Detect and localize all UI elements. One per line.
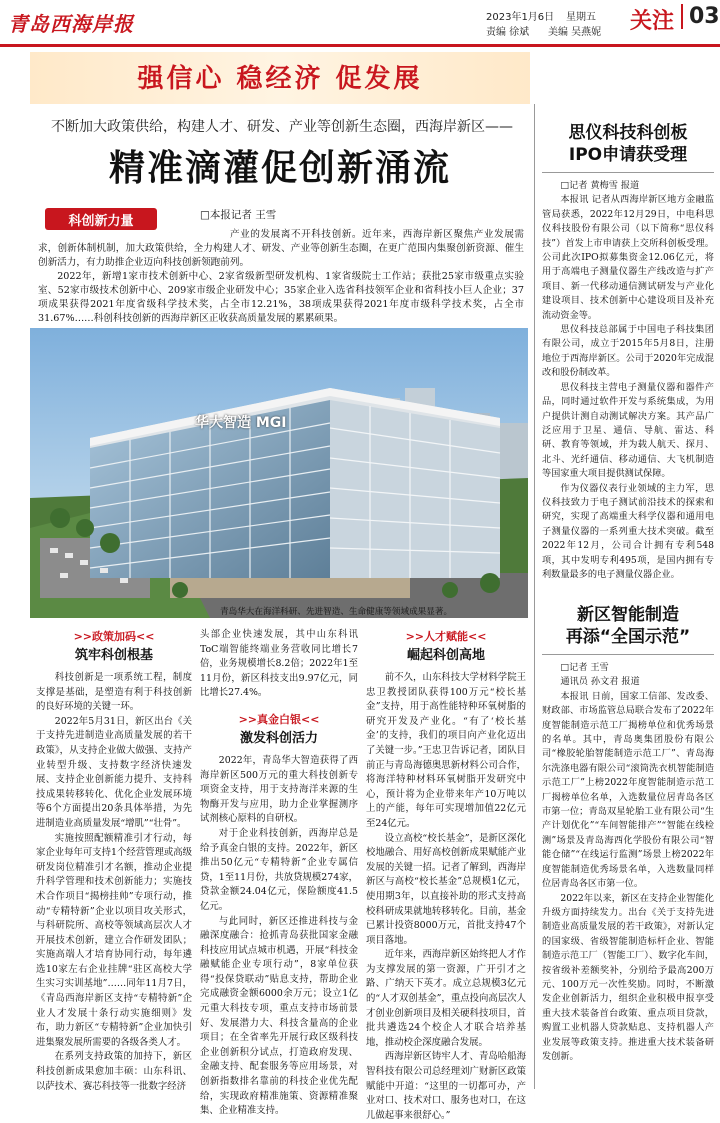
sidebar-title-line: IPO申请获受理 xyxy=(568,145,688,165)
paragraph: 思仪科技主营电子测量仪器和器件产品，同时通过软件开发与系统集成，为用户提供计测自动测试解决方案。其产品广泛应用于卫星、通信、导航、雷达、科研、教育等领域，并为载人航天、探月、北斗、光纤通信、移动通信、大飞机制造等国家重大项目提供测试保障。 xyxy=(542,381,714,480)
series-tag: 科创新力量 xyxy=(45,208,157,230)
section-title: 崛起科创高地 xyxy=(406,648,485,663)
article-photo xyxy=(30,328,528,618)
page-number: 03 xyxy=(681,4,720,29)
paragraph: 2022年5月31日，新区出台《关于支持先进制造业高质量发展的若干政策》，从支持企业做大做强、支持产业转型升级、支持数字经济快速发展、支持企业创新能力提升、支持科技成果转移转化、优化企业发展环境等6个方面提出20条具体举措，为先进制造业高质量发展“增肌”“壮骨”。 xyxy=(36,715,192,829)
byline: 通讯员 孙文君 报道 xyxy=(560,676,640,688)
divider xyxy=(542,654,714,655)
issue-weekday: 星期五 xyxy=(566,12,596,23)
sidebar-title-line: 新区智能制造 xyxy=(577,605,679,625)
byline: □记者 黄梅雪 报道 xyxy=(560,180,640,191)
article-subhead: 不断加大政策供给，构建人才、研发、产业等创新生态圈，西海岸新区—— xyxy=(51,119,513,135)
paragraph: 科技创新是一项系统工程，制度支撑是基础，是塑造有利于科技创新的良好环境的关键一环。 xyxy=(36,672,192,713)
section-funding xyxy=(200,628,358,1119)
paragraph: 作为仪器仪表行业领域的主力军，思仪科技致力于电子测试前沿技术的探索和研究，实现了高端重大科学仪器和通用电子测量仪器的一系列重大技术突破。截至2022年12月，公司合计拥有专利548项，其中发明专利495项，是国内拥有专利数量最多的电子测量仪器企业。 xyxy=(542,482,714,580)
paragraph: 近年来，西海岸新区始终把人才作为支撑发展的第一资源，广开引才之路、广纳天下英才。成立总规模3亿元的“人才双创基金”，重点投向高层次人才创业创新项目及相关硬科技项目，首批共遴选24个校企人才联合培养基地，推动校企深度融合发展。 xyxy=(366,949,526,1048)
sidebar-title-line: 思仪科技科创板 xyxy=(568,123,688,143)
building-sign: 华大智造 MGI xyxy=(195,415,287,431)
paragraph: 2022年，青岛华大智造获得了西海岸新区500万元的重大科技创新专项资金支持，用于支持海洋来源的生物酶开发与应用，助力企业掌握测序试剂核心原料的自研权。 xyxy=(200,754,358,825)
issue-date: 2023年1月6日 xyxy=(486,12,555,23)
section-body xyxy=(36,671,192,1094)
paragraph: 头部企业快速发展，其中山东科讯ToC端智能终端业务营收同比增长7倍，业务规模增长8.2倍；2022年1至11月份，新区科技支出9.97亿元，同比增长27.4%。 xyxy=(200,629,358,699)
paragraph: 在系列支持政策的加持下，新区科技创新成果愈加丰硕：山东科讯、以萨技术、赛芯科技等一批数字经济 xyxy=(36,1051,192,1092)
paragraph: 前不久，山东科技大学材料学院王忠卫教授团队获得100万元“校长基金”支持，用于高性能特种环氧树脂的研究开发及产业化。“有了‘校长基金’的支持，我们的项目向产业化迈出了关键一步。”王忠卫告诉记者，团队目前正与青岛海德奥思新材料公司合作，将海洋特种材料环氧树脂开发研究中心，预计将为企业带来年产10万吨以上的产能，每年可实现增加值22亿元至24亿元。 xyxy=(366,672,526,829)
section-kicker: >>真金白银<< xyxy=(238,712,320,726)
sidebar-body xyxy=(542,661,714,1064)
section-kicker: >>政策加码<< xyxy=(73,630,155,643)
paragraph: 思仪科技总部属于中国电子科技集团有限公司，成立于2015年5月8日，注册地位于西海岸新区。公司于2020年完成混改和股份制改革。 xyxy=(542,324,714,379)
masthead-rule xyxy=(0,44,720,47)
section-body xyxy=(200,754,358,1119)
section-talent xyxy=(366,628,526,1123)
paragraph: 本报讯 记者从西海岸新区地方金融监管局获悉，2022年12月29日，中电科思仪科技股份有限公司（以下简称“思仪科技”）首发上市申请获上交所科创板受理。公司此次IPO拟募集资金12.06亿元，将用于高端电子测量仪器生产线改造与扩产项目、新一代移动通信测试研发与产业化建设项目、技术创新中心建设项目及补充流动资金等。 xyxy=(542,194,714,321)
section-continued xyxy=(200,628,358,701)
theme-banner: 强信心 稳经济 促发展 xyxy=(137,64,423,94)
paragraph: 2022年以来，新区在支持企业智能化升级方面持续发力。出台《关于支持先进制造业高质量发展的若干政策》，对新认定的国家级、省级智能制造标杆企业、智能制造示范工厂（智能工厂）、数字化车间，按省级补差额奖补，分别给予最高200万元、100万元一次性奖励。同时，不断激发企业创新活力，组织企业积极申报享受重大技术装备首台政策、重点项目贷款，购置工业机器人贷款贴息、支持机器人产业发展等政策支持。推进重大技术装备研发创新。 xyxy=(542,892,714,1062)
byline: □记者 王雪 xyxy=(560,662,609,673)
paragraph: 西海岸新区铸牢人才、青岛哈船海智科技有限公司总经理刘广财新区政策赋能中开道：“这里的一切都可办，产业对口、技术对口、服务也对口，在这儿做起事来很舒心。” xyxy=(366,1051,526,1121)
divider xyxy=(542,172,714,173)
column-divider xyxy=(534,104,535,1089)
article-headline: 精准滴灌促创新涌流 xyxy=(108,148,451,189)
sidebar-story-smart-manufacturing xyxy=(542,604,714,1064)
article-lede: 产业的发展离不开科技创新。近年来，西海岸新区聚焦产业发展需求，创新体制机制，加大政策供给，全力构建人才、研发、产业等创新生态圈，在更广范围内集聚创新资源、催生创新活力，有力助推企业迈向科技创新领跑前列。 xyxy=(38,229,524,268)
article-byline: □本报记者 王雪 xyxy=(200,209,277,221)
section-policy xyxy=(36,628,192,1094)
paragraph: 实施按照配额精准引才行动，每家企业每年可支持1个经营管理或高级研发岗位精准引才名额，推动企业提升科学管理和技术创新能力；实施技术合作项目“揭榜挂帅”专项行动，推动“专精特新”企业以项目攻关形式，与科研院所、高校等领域高层次人才开展技术创新，建立合作研发团队；实施高端人才培育协同行动，每年遴选10家左右企业挂牌“驻区高校大学生实习实训基地”……同年11月7日，《青岛西海岸新区支持“专精特新”企业人才发展十条行动实施细则》发布，助力新区“专精特新”企业加快引进集聚发展所需要的各级各类人才。 xyxy=(36,832,192,1048)
article-lede-2: 2022年，新增1家市技术创新中心、2家省级新型研发机构、1家省级院士工作站；获批25家市级重点实验室、52家市级技术创新中心、209家市级企业研发中心；35家企业入选省科技领军企业和省科技小巨人企业；37项成果获得2021年度省级科学技术奖，占全市12.21%，38项成果获得2021年度市级科学技术奖，占全市31.67%……科创科技创新的西海岸新区正收获高质量发展的累累硕果。 xyxy=(38,271,524,324)
section-name: 关注 xyxy=(630,9,675,34)
editor-credit: 责编 徐斌 xyxy=(486,27,530,38)
paragraph: 与此同时，新区还推进科技与金融深度融合：抢抓青岛获批国家金融科技应用试点城市机遇，开展“科技金融赋能企业专项行动”，8家单位获得“投保贷联动”贴息支持，帮助企业完成融资金额6000余万元；设立1亿元重大科技专项，重点支持市场前景好、发展潜力大、科技含量高的企业项目；在全省率先开展行政区级科技企业创新积分试点，打造政府发现、金融支持、配套服务等应用场景，对创新指数排名靠前的科技企业优先配给，实现政府精准施策、资源精准聚集、企业精准支持。 xyxy=(200,915,358,1117)
section-body xyxy=(366,671,526,1123)
paragraph: 设立高校“校长基金”，是新区深化校地融合、用好高校创新成果赋能产业发展的关键一招。记者了解到，西海岸新区与高校“校长基金”总规模1亿元，使用期3年，以直接补助的形式支持高校科研成果就地转移转化。目前，基金已累计投资8000万元，首批支持47个项目落地。 xyxy=(366,832,526,946)
sidebar-body xyxy=(542,179,714,582)
designer-credit: 美编 吴燕妮 xyxy=(548,27,602,38)
section-title: 激发科创活力 xyxy=(239,730,318,746)
section-title: 筑牢科创根基 xyxy=(74,648,153,663)
sidebar-title-line: 再添“全国示范” xyxy=(565,627,691,647)
paragraph: 本报讯 日前，国家工信部、发改委、财政部、市场监管总局联合发布了2022年度智能制造示范工厂揭榜单位和优秀场景的名单。其中，青岛奥集团股份有限公司“橡胶轮胎智能制造示范工厂”、青岛海尔洗涤电器有限公司“滚筒洗衣机智能制造示范工厂”上榜2022年度智能制造示范工厂揭榜单位名单，入选数量位居青岛各区市第一位；青岛双星轮胎工业有限公司“生产计划优化”“车间智能排产”“智能在线检测”场景及青岛海西化学股份有限公司“智能仓储”“在线运行监测”场景上榜2022年度智能制造优秀场景名单，入选数量同样位居青岛各区市第一位。 xyxy=(542,690,714,890)
building-photo-illustration xyxy=(30,328,528,618)
paragraph: 对于企业科技创新，西海岸总是给予真金白银的支持。2022年，新区推出50亿元“专精特新”企业专属信贷，1至11月份，共放贷规模274家，贷款金额24.04亿元，保险额度41.5亿元。 xyxy=(200,827,358,912)
photo-caption: 青岛华大在海洋科研、先进智造、生命健康等领域成果显著。 xyxy=(220,607,453,617)
newspaper-logo: 青岛西海岸报 xyxy=(8,12,134,36)
sidebar-story-ipo xyxy=(542,122,714,582)
section-kicker: >>人才赋能<< xyxy=(405,630,487,643)
